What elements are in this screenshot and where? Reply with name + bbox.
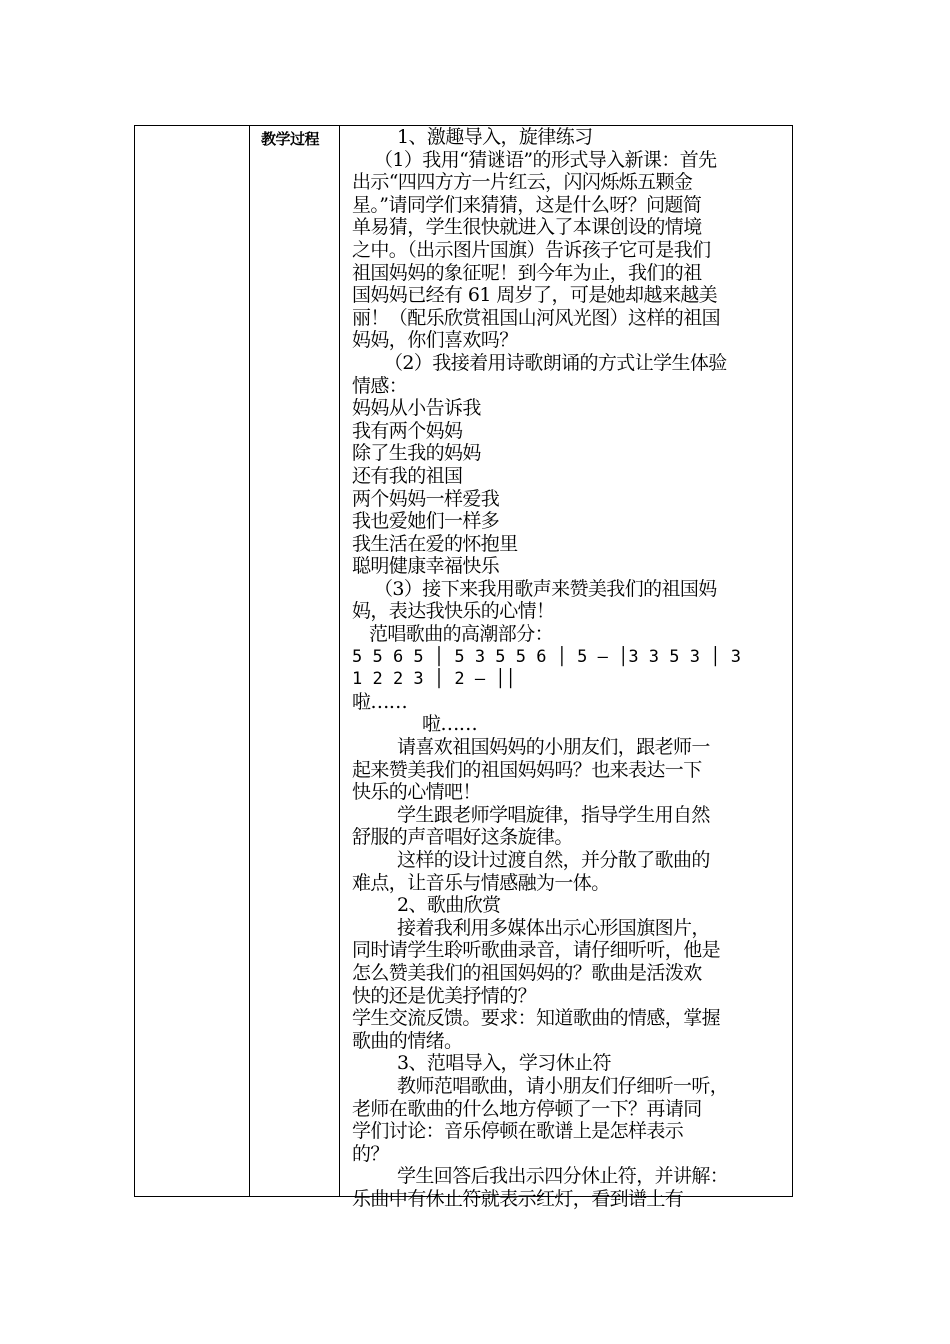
text-line: 出示“四四方方一片红云，闪闪烁烁五颗金	[352, 171, 693, 194]
text-line: 妈，表达我快乐的心情！	[352, 600, 555, 623]
text-line: 老师在歌曲的什么地方停顿了一下？再请同	[352, 1097, 702, 1120]
lesson-content	[340, 126, 792, 1210]
text-line: 学生跟老师学唱旋律，指导学生用自然	[397, 803, 710, 826]
text-line: 歌曲的情绪。	[352, 1029, 463, 1052]
text-line: 啦……	[352, 690, 408, 713]
text-line: 我有两个妈妈	[352, 419, 463, 442]
text-line: 学生交流反馈。要求：知道歌曲的情感，掌握	[352, 1007, 721, 1030]
text-line: 快的还是优美抒情的？	[352, 984, 537, 1007]
text-line: 教师范唱歌曲，请小朋友们仔细听一听，	[397, 1074, 729, 1097]
notation-line: 5 5 6 5 │ 5 3 5 5 6 │ 5 — │3 3 5 3 │ 3	[352, 646, 741, 667]
text-line: 还有我的祖国	[352, 464, 463, 487]
text-line: 怎么赞美我们的祖国妈妈的？歌曲是活泼欢	[352, 961, 702, 984]
text-line: 两个妈妈一样爱我	[352, 487, 500, 510]
text-line: 2、歌曲欣赏	[397, 894, 501, 917]
text-line: 聪明健康幸福快乐	[352, 555, 500, 578]
text-line: 请喜欢祖国妈妈的小朋友们，跟老师一	[397, 736, 710, 759]
blank-column	[135, 126, 250, 1196]
text-line: 丽！（配乐欣赏祖国山河风光图）这样的祖国	[352, 306, 721, 329]
text-line: 起来赞美我们的祖国妈妈吗？也来表达一下	[352, 758, 702, 781]
text-line: 之中。（出示图片国旗）告诉孩子它可是我们	[352, 238, 711, 261]
text-line: 我也爱她们一样多	[352, 510, 500, 533]
text-line: 同时请学生聆听歌曲录音，请仔细听听，他是	[352, 939, 721, 962]
text-line: 舒服的声音唱好这条旋律。	[352, 826, 573, 849]
text-line: 祖国妈妈的象征呢！到今年为止，我们的祖	[352, 261, 702, 284]
text-line: 学生回答后我出示四分休止符，并讲解：	[397, 1165, 729, 1188]
label-column	[250, 126, 340, 1196]
text-line: 情感：	[352, 374, 408, 397]
text-line: 除了生我的妈妈	[352, 442, 481, 465]
text-line: 快乐的心情吧！	[352, 781, 481, 804]
text-line: 国妈妈已经有 61 周岁了，可是她却越来越美	[352, 284, 718, 307]
text-line: 这样的设计过渡自然，并分散了歌曲的	[397, 849, 710, 871]
text-line: （2）我接着用诗歌朗诵的方式让学生体验	[384, 351, 727, 374]
text-line: 妈妈，你们喜欢吗？	[352, 329, 518, 352]
text-line: 3、范唱导入，学习休止符	[397, 1052, 611, 1075]
text-line: 的？	[352, 1142, 389, 1165]
section-label: 教学过程	[261, 130, 320, 148]
text-line: 学们讨论：音乐停顿在歌谱上是怎样表示	[352, 1120, 684, 1143]
text-line: 我生活在爱的怀抱里	[352, 532, 518, 555]
text-line: （3）接下来我用歌声来赞美我们的祖国妈	[374, 577, 717, 600]
text-line: 单易猜，学生很快就进入了本课创设的情境	[352, 216, 702, 239]
text-line: 啦……	[422, 713, 478, 736]
notation-line: 1 2 2 3 │ 2 — ││	[352, 669, 516, 690]
text-line: 接着我利用多媒体出示心形国旗图片，	[397, 916, 710, 939]
lesson-table	[134, 125, 793, 1210]
text-line: （1）我用“猜谜语”的形式导入新课：首先	[374, 148, 717, 171]
text-line: 妈妈从小告诉我	[352, 397, 481, 420]
text-line: 1、激趣导入，旋律练习	[397, 126, 593, 148]
text-line: 范唱歌曲的高潮部分：	[369, 623, 554, 646]
text-line: 难点，让音乐与情感融为一体。	[352, 871, 610, 894]
text-line: 星。”请同学们来猜猜，这是什么呀？问题简	[352, 193, 702, 216]
text-line: 乐曲中有休止符就表示红灯，看到谱上有	[352, 1187, 684, 1210]
